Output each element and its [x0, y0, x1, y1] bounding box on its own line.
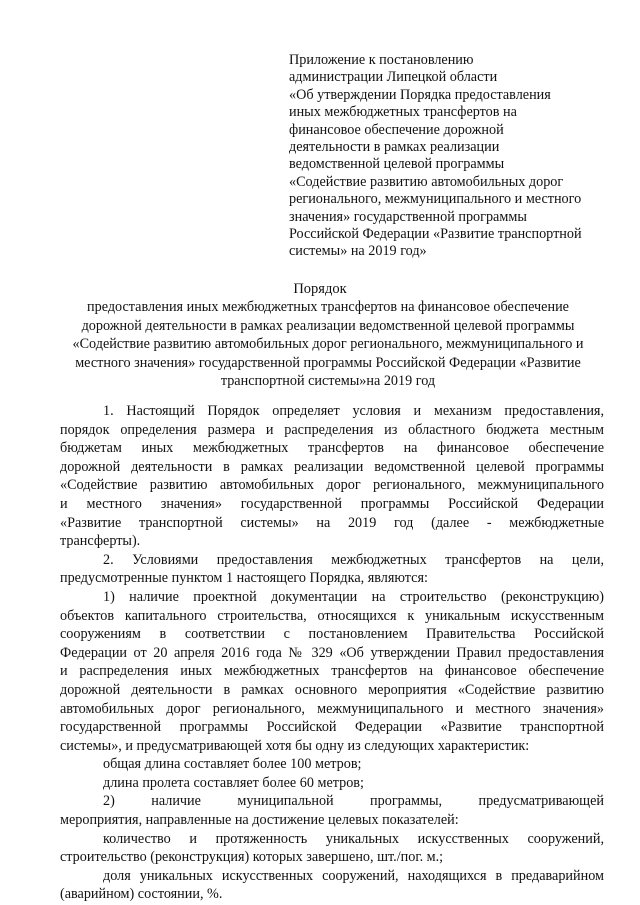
- document-title: Порядок: [293, 281, 347, 297]
- paragraph-2-line: предусмотренные пунктом 1 настоящего Порядка, являются:: [60, 570, 428, 587]
- item-1-line: системы», и предусматривающей хотя бы одну из следующих характеристик:: [60, 737, 530, 754]
- item-1-line: сооружениям в соответствии с постановлением Правительства Российской: [60, 626, 604, 643]
- indicator-line: (аварийном) состоянии, %.: [60, 886, 223, 903]
- attachment-header: [289, 52, 603, 261]
- subtitle-line: «Содействие развитию автомобильных дорог регионального, межмуниципального и: [72, 336, 584, 352]
- paragraph-1-line: трансферты).: [60, 533, 141, 550]
- document-subtitle: [48, 298, 608, 391]
- indicator-line: доля уникальных искусственных сооружений, находящихся в предаварийном: [103, 867, 604, 884]
- paragraph-1-line: «Содействие развитию автомобильных дорог регионального, межмуниципального: [60, 477, 604, 494]
- subtitle-line: транспортной системы»на 2019 год: [220, 373, 436, 389]
- paragraph-1-line: 1. Настоящий Порядок определяет условия и механизм предоставления,: [103, 403, 604, 419]
- paragraph-2-line: 2. Условиями предоставления межбюджетных трансфертов на цели,: [103, 551, 604, 568]
- subtitle-line: местного значения» государственной программы Российской Федерации «Развитие: [75, 354, 581, 371]
- indicator-line: количество и протяженность уникальных искусственных сооружений,: [103, 830, 604, 847]
- characteristic-line: общая длина составляет более 100 метров;: [103, 756, 362, 773]
- paragraph-1-line: бюджетам иных межбюджетных трансфертов на финансовое обеспечение: [60, 440, 604, 457]
- attachment-line: Российской Федерации «Развитие транспортной: [289, 226, 582, 243]
- attachment-line: иных межбюджетных трансфертов на: [289, 104, 517, 121]
- paragraph-1-line: «Развитие транспортной системы» на 2019 год (далее - межбюджетные: [60, 514, 604, 531]
- attachment-line: деятельности в рамках реализации: [289, 139, 500, 156]
- item-1-line: государственной программы Российской Федерации «Развитие транспортной: [60, 719, 604, 736]
- item-2-line: 2) наличие муниципальной программы, предусматривающей: [103, 793, 604, 810]
- characteristic-line: длина пролета составляет более 60 метров;: [103, 774, 364, 791]
- attachment-line: значения» государственной программы: [289, 208, 527, 225]
- attachment-line: финансовое обеспечение дорожной: [289, 121, 504, 138]
- paragraph-1-line: и местного значения» государственной программы Российской Федерации: [60, 495, 604, 512]
- item-1-line: 1) наличие проектной документации на строительство (реконструкцию): [103, 588, 604, 605]
- paragraph-1-line: порядок определения размера и распределения из областного бюджета местным: [60, 421, 604, 438]
- indicator-line: строительство (реконструкция) которых завершено, шт./пог. м.;: [60, 849, 444, 866]
- attachment-line: регионального, межмуниципального и местного: [289, 191, 582, 208]
- item-1-line: автомобильных дорог регионального, межмуниципального и местного значения»: [60, 700, 604, 717]
- item-1-line: объектов капитального строительства, относящихся к уникальным искусственным: [60, 607, 604, 624]
- attachment-line: администрации Липецкой области: [289, 69, 498, 86]
- subtitle-line: дорожной деятельности в рамках реализации ведомственной целевой программы: [81, 317, 575, 334]
- subtitle-line: предоставления иных межбюджетных трансфертов на финансовое обеспечение: [87, 299, 569, 315]
- body-text: [60, 402, 604, 904]
- paragraph-1-line: дорожной деятельности в рамках реализации ведомственной целевой программы: [60, 458, 604, 475]
- attachment-line: системы» на 2019 год»: [289, 243, 427, 260]
- item-1-line: дорожной деятельности в рамках основного мероприятия «Содействие развитию: [60, 681, 604, 698]
- attachment-line: ведомственной целевой программы: [289, 156, 505, 173]
- attachment-line: «Об утверждении Порядка предоставления: [289, 86, 551, 103]
- attachment-line: Приложение к постановлению: [289, 52, 474, 68]
- item-1-line: Федерации от 20 апреля 2016 года № 329 «Об утверждении Правил предоставления: [60, 644, 604, 661]
- item-1-line: и распределения иных межбюджетных трансфертов на финансовое обеспечение: [60, 663, 604, 680]
- attachment-line: «Содействие развитию автомобильных дорог: [289, 173, 564, 190]
- item-2-line: мероприятия, направленные на достижение целевых показателей:: [60, 812, 459, 829]
